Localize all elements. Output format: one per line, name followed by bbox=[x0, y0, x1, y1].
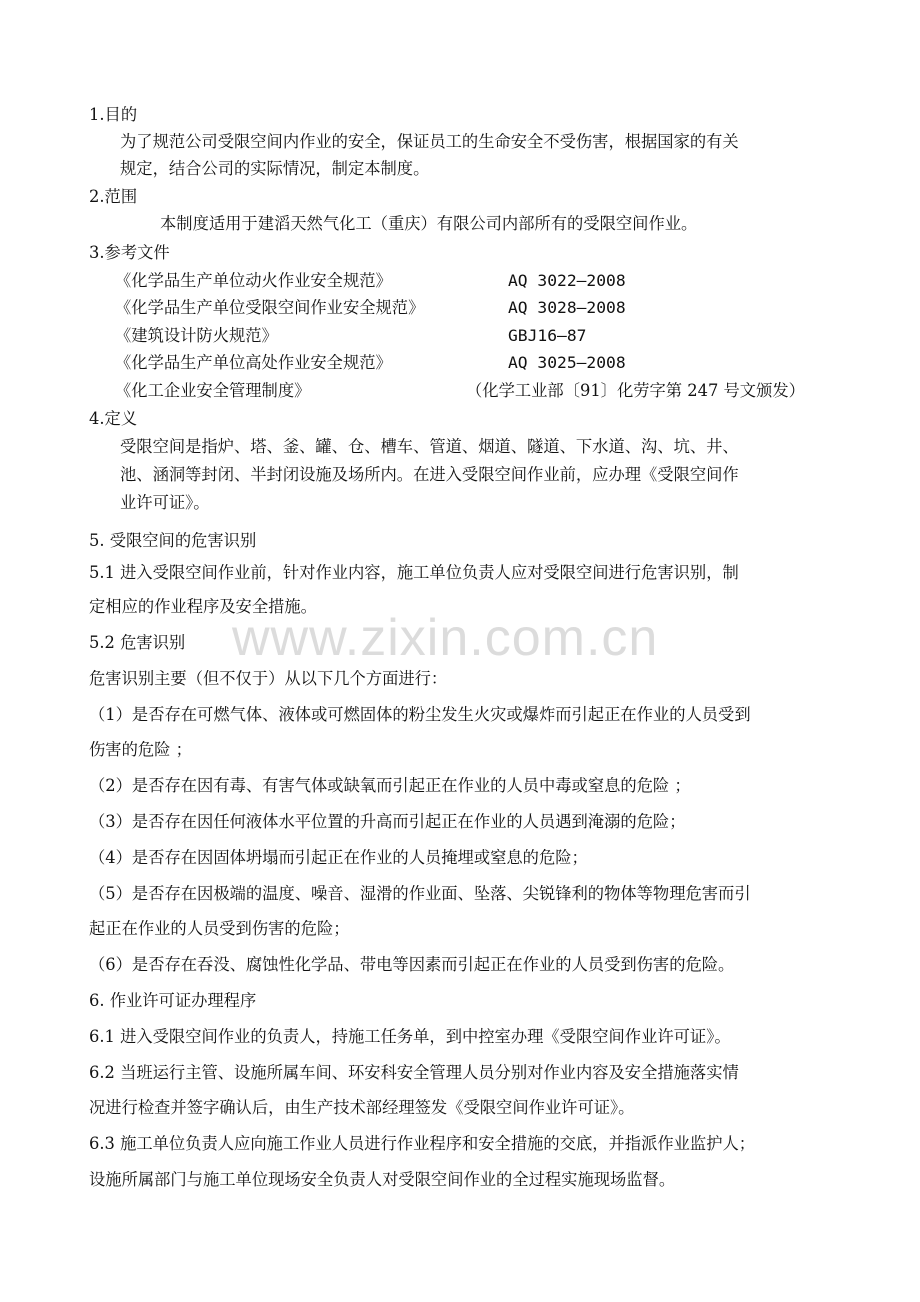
hazard-item-1-line-1: （1）是否存在可燃气体、液体或可燃固体的粉尘发生火灾或爆炸而引起正在作业的人员受到 bbox=[89, 705, 751, 724]
reference-code: AQ 3022—2008 bbox=[508, 271, 626, 290]
section-2-heading: 2.范围 bbox=[89, 187, 138, 206]
hazard-item-5-line-1: （5）是否存在因极端的温度、噪音、湿滑的作业面、坠落、尖锐锋利的物体等物理危害而引 bbox=[89, 884, 751, 903]
section-6-heading: 6. 作业许可证办理程序 bbox=[89, 991, 257, 1010]
paragraph-6-2-line-2: 况进行检查并签字确认后，由生产技术部经理签发《受限空间作业许可证》。 bbox=[89, 1098, 635, 1117]
section-4-heading: 4.定义 bbox=[89, 409, 138, 428]
hazard-item-6: （6）是否存在吞没、腐蚀性化学品、带电等因素而引起正在作业的人员受到伤害的危险。 bbox=[89, 955, 735, 974]
hazard-item-2: （2）是否存在因有毒、有害气体或缺氧而引起正在作业的人员中毒或窒息的危险 ； bbox=[89, 776, 691, 795]
reference-title: 《化学品生产单位高处作业安全规范》 bbox=[115, 353, 392, 372]
subsection-5-2-heading: 5.2 危害识别 bbox=[89, 633, 186, 652]
section-4-text-line-3: 业许可证》。 bbox=[120, 493, 210, 512]
reference-code: （化学工业部〔91〕化劳字第 247 号文颁发） bbox=[466, 381, 805, 400]
hazard-item-5-line-2: 起正在作业的人员受到伤害的危险； bbox=[89, 919, 350, 938]
section-4-text-line-2: 池、涵洞等封闭、半封闭设施及场所内。在进入受限空间作业前，应办理《受限空间作 bbox=[120, 465, 739, 484]
paragraph-6-3-line-2: 设施所属部门与施工单位现场安全负责人对受限空间作业的全过程实施现场监督。 bbox=[89, 1170, 676, 1189]
section-4-text-line-1: 受限空间是指炉、塔、釜、罐、仓、槽车、管道、烟道、隧道、下水道、沟、坑、井、 bbox=[120, 437, 739, 456]
reference-code: GBJ16—87 bbox=[508, 326, 587, 345]
hazard-intro: 危害识别主要（但不仅于）从以下几个方面进行： bbox=[89, 669, 448, 688]
section-1-text-line-2: 规定，结合公司的实际情况，制定本制度。 bbox=[120, 159, 430, 178]
section-1-text-line-1: 为了规范公司受限空间内作业的安全，保证员工的生命安全不受伤害，根据国家的有关 bbox=[120, 132, 739, 151]
paragraph-6-1: 6.1 进入受限空间作业的负责人，持施工任务单，到中控室办理《受限空间作业许可证》。 bbox=[89, 1027, 731, 1046]
hazard-item-4: （4）是否存在因固体坍塌而引起正在作业的人员掩埋或窒息的危险； bbox=[89, 848, 588, 867]
section-3-heading: 3.参考文件 bbox=[89, 243, 170, 262]
reference-title: 《化学品生产单位动火作业安全规范》 bbox=[115, 271, 392, 290]
reference-title: 《化工企业安全管理制度》 bbox=[115, 381, 311, 400]
reference-title: 《化学品生产单位受限空间作业安全规范》 bbox=[115, 298, 425, 317]
watermark: www.zixin.com.cn bbox=[232, 609, 659, 667]
paragraph-6-3-line-1: 6.3 施工单位负责人应向施工作业人员进行作业程序和安全措施的交底，并指派作业监护人； bbox=[89, 1134, 756, 1153]
reference-code: AQ 3028—2008 bbox=[508, 298, 626, 317]
hazard-item-1-line-2: 伤害的危险 ； bbox=[89, 740, 192, 759]
paragraph-5-1-line-2: 定相应的作业程序及安全措施。 bbox=[89, 597, 317, 616]
section-1-heading: 1.目的 bbox=[89, 105, 138, 124]
hazard-item-3: （3）是否存在因任何液体水平位置的升高而引起正在作业的人员遇到淹溺的危险； bbox=[89, 812, 686, 831]
reference-title: 《建筑设计防火规范》 bbox=[115, 326, 278, 345]
paragraph-6-2-line-1: 6.2 当班运行主管、设施所属车间、环安科安全管理人员分别对作业内容及安全措施落实情 bbox=[89, 1063, 739, 1082]
section-5-heading: 5. 受限空间的危害识别 bbox=[89, 531, 257, 550]
paragraph-5-1-line-1: 5.1 进入受限空间作业前，针对作业内容，施工单位负责人应对受限空间进行危害识别，制 bbox=[89, 563, 739, 582]
reference-code: AQ 3025—2008 bbox=[508, 353, 626, 372]
section-2-text-line-1: 本制度适用于建滔天然气化工（重庆）有限公司内部所有的受限空间作业。 bbox=[160, 214, 698, 233]
